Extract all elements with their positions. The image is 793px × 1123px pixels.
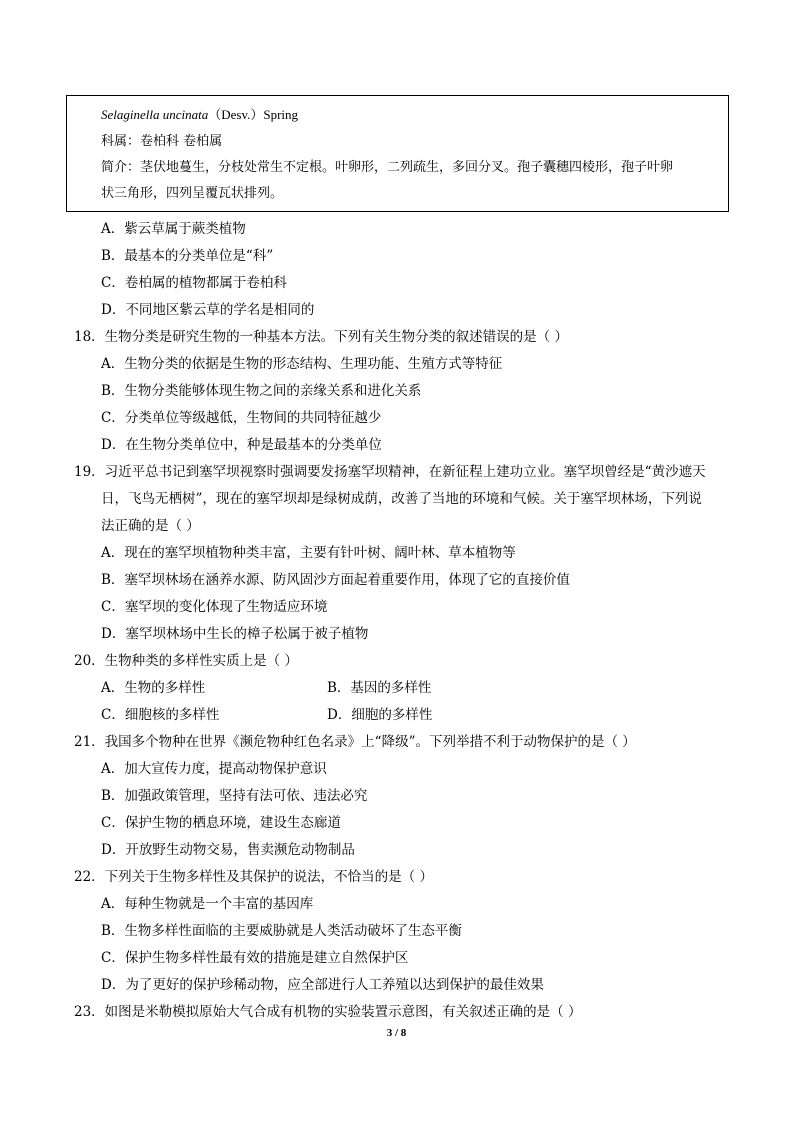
q20-options-row-2 [0, 702, 793, 729]
q20-stem: 20．生物种类的多样性实质上是（ ） [74, 653, 298, 669]
q19-option-d: D．塞罕坝林场中生长的樟子松属于被子植物 [101, 626, 369, 642]
q18-option-a: A．生物分类的依据是生物的形态结构、生理功能、生殖方式等特征 [101, 356, 503, 372]
species-info-box [66, 95, 729, 212]
author-citation: （Desv.）Spring [208, 107, 299, 122]
scientific-name: Selaginella uncinata [101, 107, 209, 122]
q20-option-a: A．生物的多样性 [101, 680, 206, 696]
q23-stem: 23．如图是米勒模拟原始大气合成有机物的实验装置示意图，有关叙述正确的是（ ） [74, 1004, 582, 1020]
q22-option-c: C．保护生物多样性最有效的措施是建立自然保护区 [101, 950, 409, 966]
q19-option-b: B．塞罕坝林场在涵养水源、防风固沙方面起着重要作用，体现了它的直接价值 [101, 572, 570, 588]
q19-stem-line-1: 19．习近平总书记到塞罕坝视察时强调要发扬塞罕坝精神，在新征程上建功立业。塞罕坝曾经是“黄沙遮天 [74, 464, 706, 480]
q19-option-c: C．塞罕坝的变化体现了生物适应环境 [101, 599, 328, 615]
q20-option-c: C．细胞核的多样性 [101, 707, 220, 723]
description-line-1: 简介：茎伏地蔓生，分枝处常生不定根。叶卵形，二列疏生，多回分叉。孢子囊穗四棱形，孢子叶卵 [101, 160, 674, 175]
q20-options-row-1 [0, 675, 793, 702]
q18-option-c: C．分类单位等级越低，生物间的共同特征越少 [101, 410, 382, 426]
description-line-2: 状三角形，四列呈覆瓦状排列。 [101, 186, 284, 201]
q19-stem-line-3: 法正确的是（ ） [101, 518, 200, 534]
q19-stem-line-2: 日，飞鸟无栖树”，现在的塞罕坝却是绿树成荫，改善了当地的环境和气候。关于塞罕坝林场，下列说 [101, 491, 702, 507]
q17-option-b: B．最基本的分类单位是“科” [101, 248, 274, 264]
q20-option-b: B．基因的多样性 [327, 680, 432, 696]
page-number: 3 / 8 [386, 1027, 407, 1039]
q20-option-d: D．细胞的多样性 [327, 707, 433, 723]
family-genus-line: 科属：卷柏科 卷柏属 [101, 134, 223, 149]
q18-stem: 18．生物分类是研究生物的一种基本方法。下列有关生物分类的叙述错误的是（ ） [74, 329, 568, 345]
q22-option-d: D．为了更好的保护珍稀动物，应全部进行人工养殖以达到保护的最佳效果 [101, 977, 544, 993]
q22-option-a: A．每种生物就是一个丰富的基因库 [101, 896, 314, 912]
q18-option-d: D．在生物分类单位中，种是最基本的分类单位 [101, 437, 382, 453]
q21-option-c: C．保护生物的栖息环境，建设生态廊道 [101, 815, 341, 831]
q19-option-a: A．现在的塞罕坝植物种类丰富，主要有针叶树、阔叶林、草本植物等 [101, 545, 516, 561]
q21-stem: 21．我国多个物种在世界《濒危物种红色名录》上“降级”。下列举措不利于动物保护的是（ ） [74, 734, 636, 750]
q22-stem: 22．下列关于生物多样性及其保护的说法，不恰当的是（ ） [74, 869, 433, 885]
q17-option-d: D．不同地区紫云草的学名是相同的 [101, 302, 315, 318]
q22-option-b: B．生物多样性面临的主要威胁就是人类活动破坏了生态平衡 [101, 923, 462, 939]
q18-option-b: B．生物分类能够体现生物之间的亲缘关系和进化关系 [101, 383, 422, 399]
q17-option-a: A．紫云草属于蕨类植物 [101, 221, 246, 237]
species-name-line [101, 102, 728, 129]
q21-option-d: D．开放野生动物交易，售卖濒危动物制品 [101, 842, 355, 858]
q17-option-c: C．卷柏属的植物都属于卷柏科 [101, 275, 287, 291]
questions [0, 216, 793, 1026]
q21-option-b: B．加强政策管理，坚持有法可依、违法必究 [101, 788, 368, 804]
q21-option-a: A．加大宣传力度，提高动物保护意识 [101, 761, 327, 777]
